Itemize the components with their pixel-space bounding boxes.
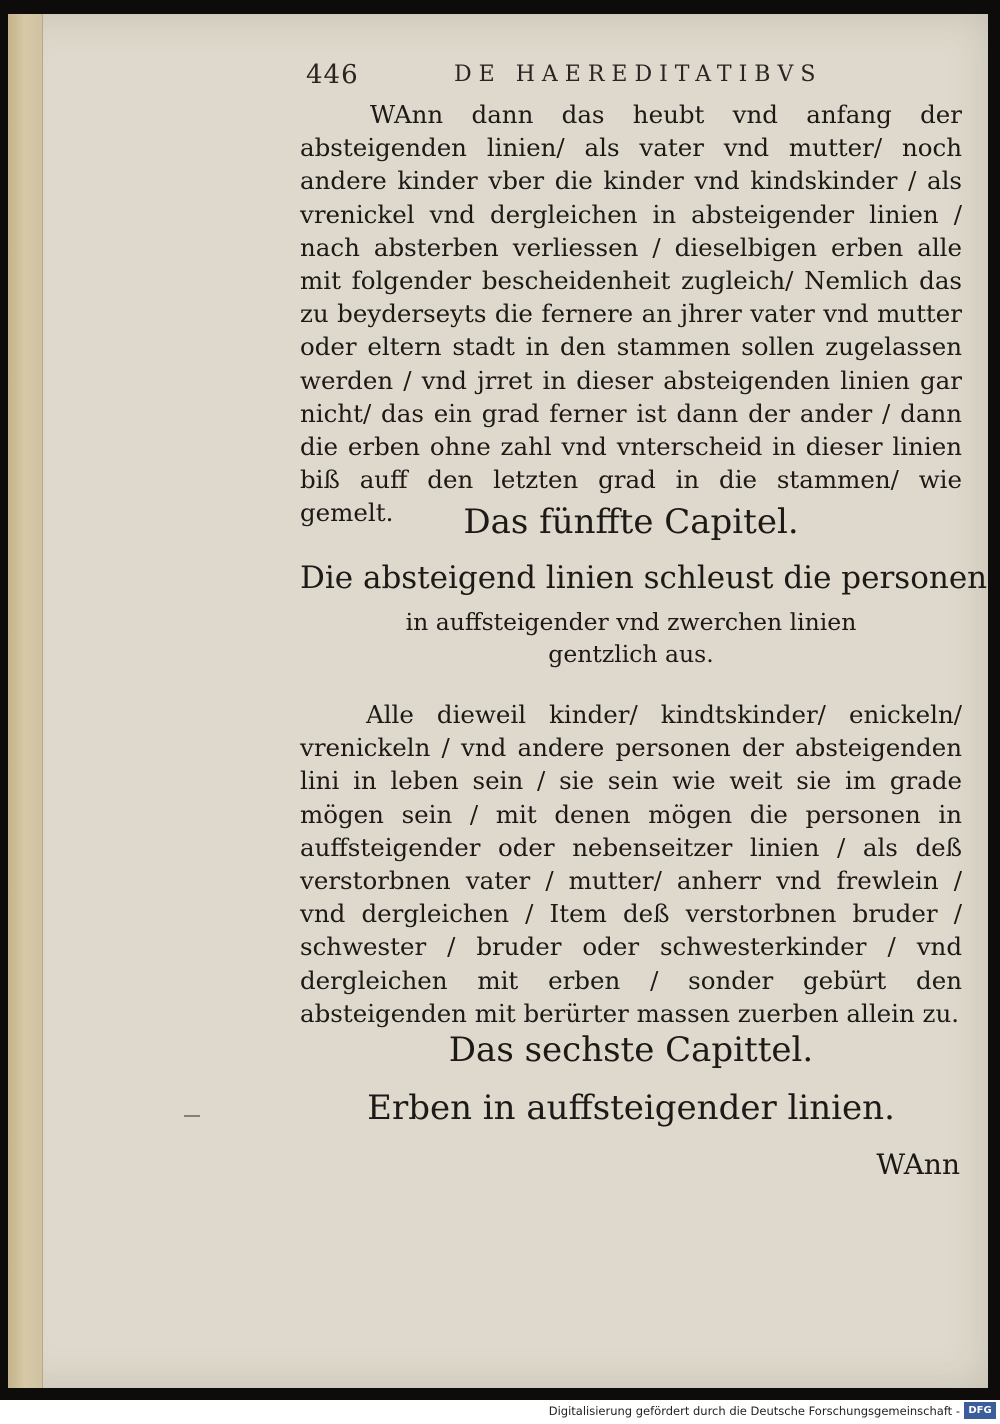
page-header: [306, 60, 966, 100]
chapter-5-title-line-1: Die absteigend linien schleust die personen: [300, 560, 988, 596]
margin-mark: [184, 1115, 200, 1117]
dfg-logo-icon: DFG: [964, 1402, 996, 1419]
paragraph-descending-line-heirs: WAnn dann das heubt vnd anfang der absteigenden linien/ als vater vnd mutter/ noch andere kinder vber die kinder vnd kindskinder / als vrenickel vnd dergleichen in absteigender linien / nach absterben verliessen / dieselbigen erben alle mit folgender bescheidenheit zugleich/ Nemlich das zu beyderseyts die fernere an jhrer vater vnd mutter oder eltern stadt in den stammen sollen zugelassen werden / vnd jrret in dieser absteigenden linien gar nicht/ das ein grad ferner ist dann der ander / dann die erben ohne zahl vnd vnterscheid in dieser linien biß auff den letzten grad in die stammen/ wie gemelt.: [300, 100, 962, 528]
chapter-5-title-line-3: gentzlich aus.: [548, 640, 714, 668]
footer-credit-text: Digitalisierung gefördert durch die Deutsche Forschungsgemeinschaft -: [548, 1404, 960, 1418]
page-number: 446: [306, 60, 359, 90]
chapter-6-heading: Das sechste Capittel.: [448, 1030, 814, 1070]
paragraph-descending-line-excludes: Alle dieweil kinder/ kindtskinder/ enickeln/ vrenickeln / vnd andere personen der absteigenden lini in leben sein / sie sein wie weit sie im grade mögen sein / mit denen mögen die personen in auffsteigender oder nebenseitzer linien / als deß verstorbnen vater / mutter/ anherr vnd frewlein / vnd dergleichen / Item deß verstorbnen bruder / schwester / bruder oder schwesterkinder / vnd dergleichen mit erben / sonder gebürt den absteigenden mit berürter massen zuerben allein zu.: [300, 700, 962, 1028]
running-title: DE HAEREDITATIBVS: [454, 62, 823, 87]
chapter-5-heading: Das fünffte Capitel.: [463, 502, 799, 542]
chapter-5-title-line-2: in auffsteigender vnd zwerchen linien: [405, 608, 857, 636]
page-binding-edge: [8, 14, 43, 1388]
chapter-6-title: Erben in auffsteigender linien.: [367, 1088, 895, 1128]
catchword: WAnn: [876, 1148, 960, 1181]
